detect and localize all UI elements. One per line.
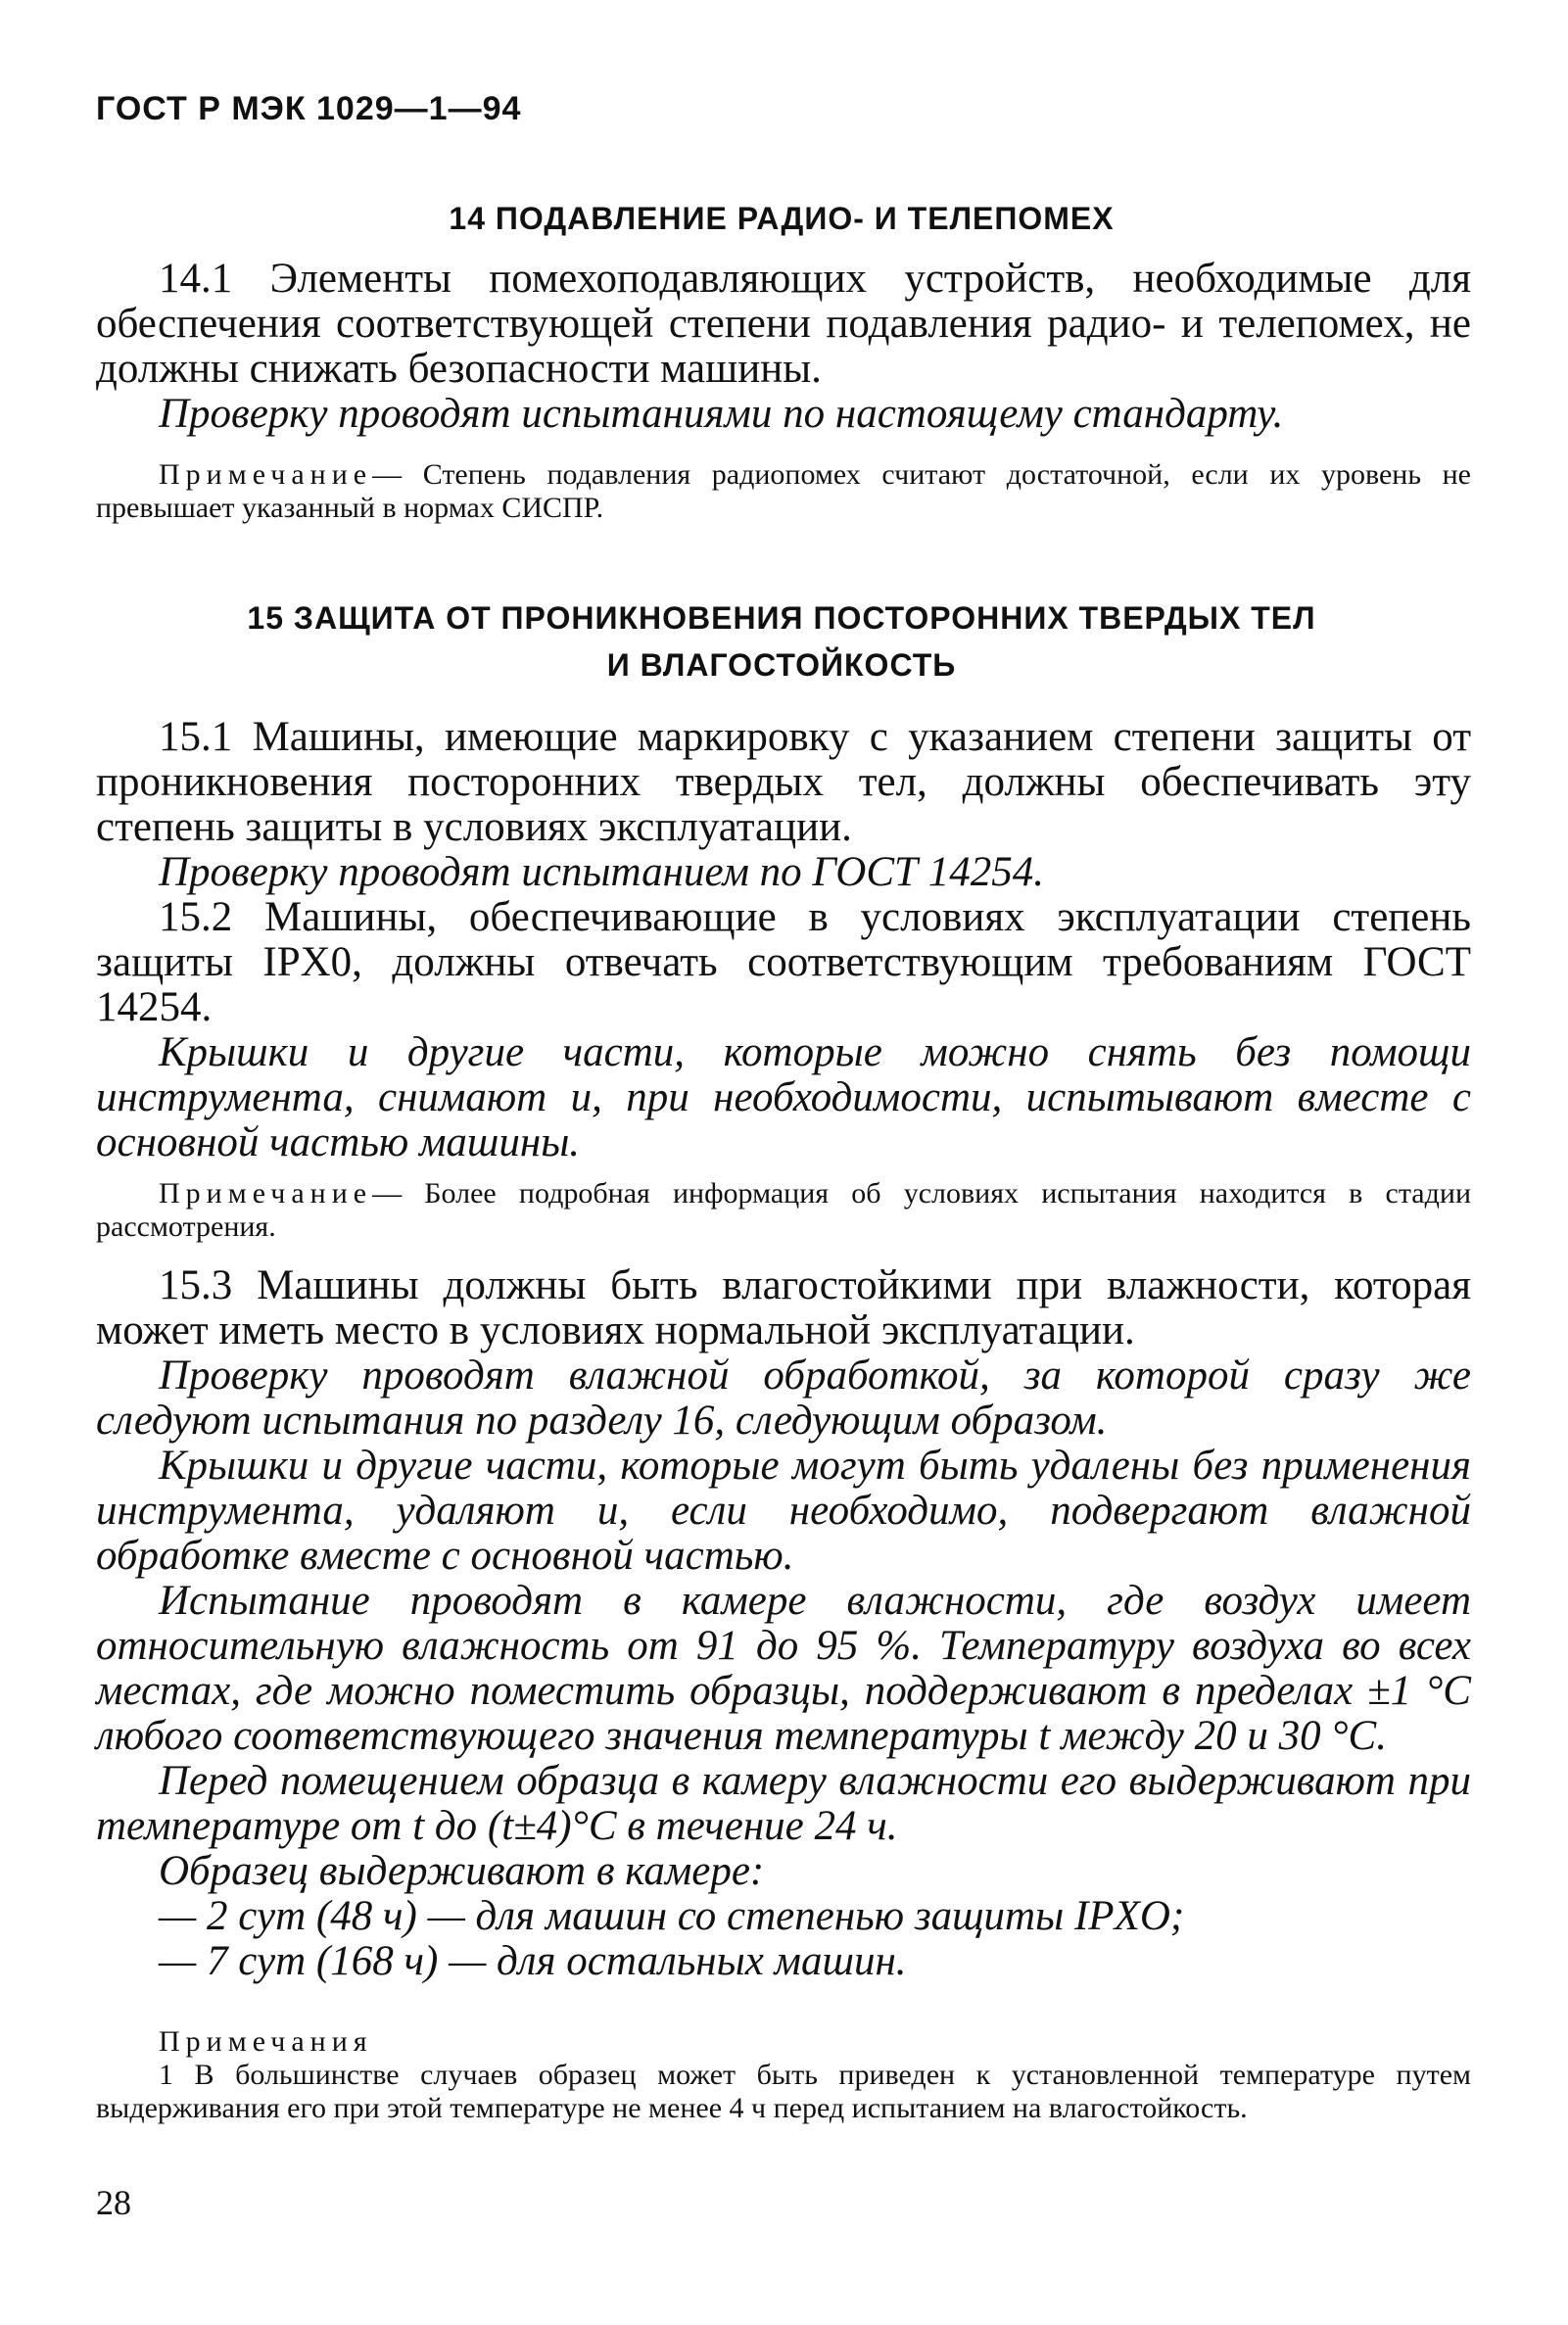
paragraph-15-2: 15.2 Машины, обеспечивающие в условиях эксплуатации степень защиты IPX0, должны отвечать соответствующим требованиям ГОСТ 14254. (96, 894, 1471, 1030)
section-15-title-line1: 15 ЗАЩИТА ОТ ПРОНИКНОВЕНИЯ ПОСТОРОННИХ ТВЕРДЫХ ТЕЛ (247, 600, 1316, 636)
note-15-2-label: Примечание (159, 1177, 373, 1210)
note-14-body: — Степень подавления радиопомех считают достаточной, если их уровень не превышает указанный в нормах СИСПР. (96, 458, 1471, 524)
list-item-1: — 2 сут (48 ч) — для машин со степенью защиты IPXO; (159, 1893, 1185, 1939)
paragraph-15-2-check: Крышки и другие части, которые можно снять без помощи инструмента, снимают и, при необходимости, испытывают вместе с основной частью машины. (96, 1029, 1471, 1165)
document-id: ГОСТ Р МЭК 1029—1—94 (96, 90, 522, 127)
note-15-2-text (96, 1177, 1471, 1244)
paragraph-15-3-check-2: Крышки и другие части, которые могут быть удалены без применения инструмента, удаляют и, если необходимо, подвергают влажной обработке вместе с основной частью. (96, 1443, 1471, 1579)
notes-label: Примечания (159, 2025, 373, 2058)
paragraph-15-1-check: Проверку проводят испытанием по ГОСТ 14254. (159, 849, 1044, 895)
section-15-title-line2: И ВЛАГОСТОЙКОСТЬ (606, 647, 957, 683)
paragraph-15-3-check-4: Перед помещением образца в камеру влажности его выдерживают при температуре от t до (t±4)°С в течение 24 ч. (96, 1758, 1471, 1849)
note-14-label: Примечание (159, 458, 373, 491)
paragraph-15-1: 15.1 Машины, имеющие маркировку с указанием степени защиты от проникновения посторонних твердых тел, должны обеспечивать эту степень защиты в условиях эксплуатации. (96, 714, 1471, 850)
notes-item-1: 1 В большинстве случаев образец может быть приведен к установленной температуре путем выдерживания его при этой температуре не менее 4 ч перед испытанием на влагостойкость. (96, 2059, 1471, 2124)
paragraph-15-3-check-5: Образец выдерживают в камере: (159, 1848, 765, 1894)
paragraph-15-3-check-1: Проверку проводят влажной обработкой, за которой сразу же следуют испытания по разделу 16, следующим образом. (96, 1352, 1471, 1444)
note-15-2 (96, 1177, 1471, 1244)
page-number: 28 (96, 2183, 131, 2222)
section-15-body-a (96, 715, 1471, 1165)
note-15-2-body: — Более подробная информация об условиях испытания находится в стадии рассмотрения. (96, 1177, 1471, 1243)
section-15-body-b (96, 1263, 1471, 1984)
note-14 (96, 458, 1471, 525)
paragraph-14-1-check: Проверку проводят испытаниями по настоящему стандарту. (159, 391, 1284, 437)
section-14-title: 14 ПОДАВЛЕНИЕ РАДИО- И ТЕЛЕПОМЕХ (449, 201, 1115, 236)
paragraph-14-1: 14.1 Элементы помехоподавляющих устройств, необходимые для обеспечения соответствующей степени подавления радио- и телепомех, не должны снижать безопасности машины. (96, 256, 1471, 392)
paragraph-15-3: 15.3 Машины должны быть влагостойкими при влажности, которая может иметь место в условиях нормальной эксплуатации. (96, 1262, 1471, 1353)
paragraph-15-3-check-3: Испытание проводят в камере влажности, где воздух имеет относительную влажность от 91 до 95 %. Температуру воздуха во всех местах, где можно поместить образцы, поддерживают в пределах ±1 °С любого соответствующего значения температуры t между 20 и 30 °С. (96, 1578, 1471, 1759)
notes-15-3 (96, 2025, 1471, 2125)
note-14-text (96, 458, 1471, 525)
section-14-body (96, 257, 1471, 437)
list-item-2: — 7 сут (168 ч) — для остальных машин. (159, 1938, 907, 1984)
